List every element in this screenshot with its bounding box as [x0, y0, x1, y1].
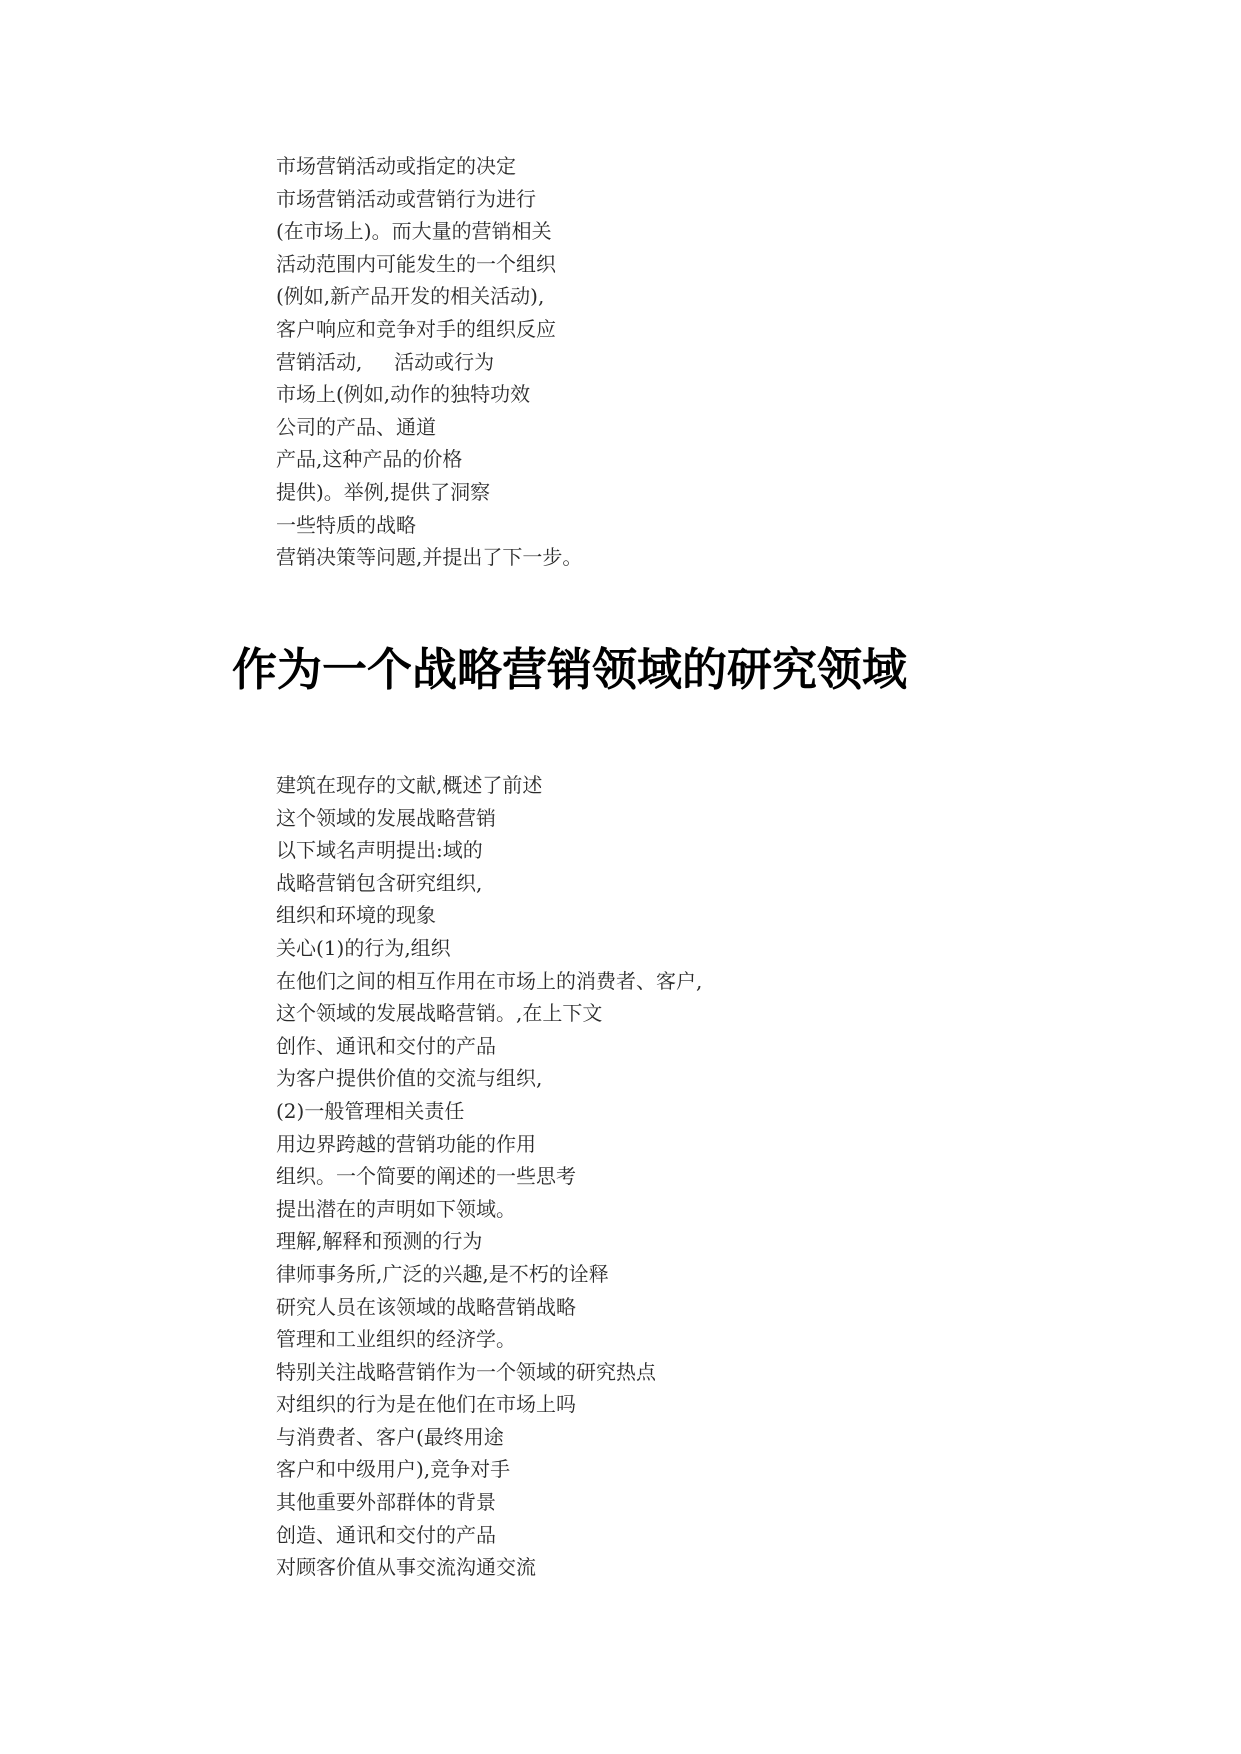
text-line: 组织。一个简要的阐述的一些思考	[276, 1164, 576, 1189]
paragraph-block-1	[276, 150, 582, 574]
text-line: 一些特质的战略	[276, 512, 416, 537]
text-line: 对组织的行为是在他们在市场上吗	[276, 1392, 576, 1417]
text-line: 提出潜在的声明如下领域。	[276, 1196, 516, 1221]
text-line: 活动范围内可能发生的一个组织	[276, 251, 556, 276]
text-line: 营销活动, 活动或行为	[276, 349, 495, 374]
text-line: 管理和工业组织的经济学。	[276, 1327, 516, 1352]
text-line: 市场营销活动或指定的决定	[276, 154, 516, 178]
text-line: 客户响应和竞争对手的组织反应	[276, 316, 556, 341]
text-line: 营销决策等问题,并提出了下一步。	[276, 545, 583, 570]
text-line: 这个领域的发展战略营销	[276, 805, 496, 830]
text-line: 用边界跨越的营销功能的作用	[276, 1131, 536, 1156]
text-line: 创造、通讯和交付的产品	[276, 1522, 496, 1547]
text-line: 战略营销包含研究组织,	[276, 870, 483, 895]
text-line: (例如,新产品开发的相关活动),	[276, 284, 545, 309]
text-line: 律师事务所,广泛的兴趣,是不朽的诠释	[276, 1261, 609, 1286]
text-line: 为客户提供价值的交流与组织,	[276, 1066, 543, 1091]
text-line: 产品,这种产品的价格	[276, 447, 463, 472]
section-heading: 作为一个战略营销领域的研究领域	[232, 643, 908, 696]
text-line: 市场上(例如,动作的独特功效	[276, 382, 531, 407]
text-line: 以下域名声明提出:域的	[276, 838, 483, 863]
text-line: 关心(1)的行为,组织	[276, 935, 451, 960]
text-line: 创作、通讯和交付的产品	[276, 1033, 496, 1058]
text-line: 理解,解释和预测的行为	[276, 1229, 483, 1254]
text-line: 客户和中级用户),竞争对手	[276, 1457, 511, 1482]
paragraph-block-2	[276, 769, 702, 1584]
text-line: 其他重要外部群体的背景	[276, 1490, 496, 1515]
text-line: 对顾客价值从事交流沟通交流	[276, 1555, 536, 1580]
text-line: 在他们之间的相互作用在市场上的消费者、客户,	[276, 968, 703, 993]
text-line: 特别关注战略营销作为一个领域的研究热点	[276, 1359, 656, 1384]
text-line: 与消费者、客户(最终用途	[276, 1424, 504, 1449]
text-line: 提供)。举例,提供了洞察	[276, 479, 491, 504]
text-line: 这个领域的发展战略营销。,在上下文	[276, 1001, 603, 1026]
text-line: 建筑在现存的文献,概述了前述	[276, 773, 543, 797]
text-line: (在市场上)。而大量的营销相关	[276, 219, 552, 244]
text-line: (2)一般管理相关责任	[276, 1098, 465, 1123]
text-line: 公司的产品、通道	[276, 414, 436, 439]
text-line: 市场营销活动或营销行为进行	[276, 186, 536, 211]
text-line: 研究人员在该领域的战略营销战略	[276, 1294, 576, 1319]
text-line: 组织和环境的现象	[276, 903, 436, 928]
